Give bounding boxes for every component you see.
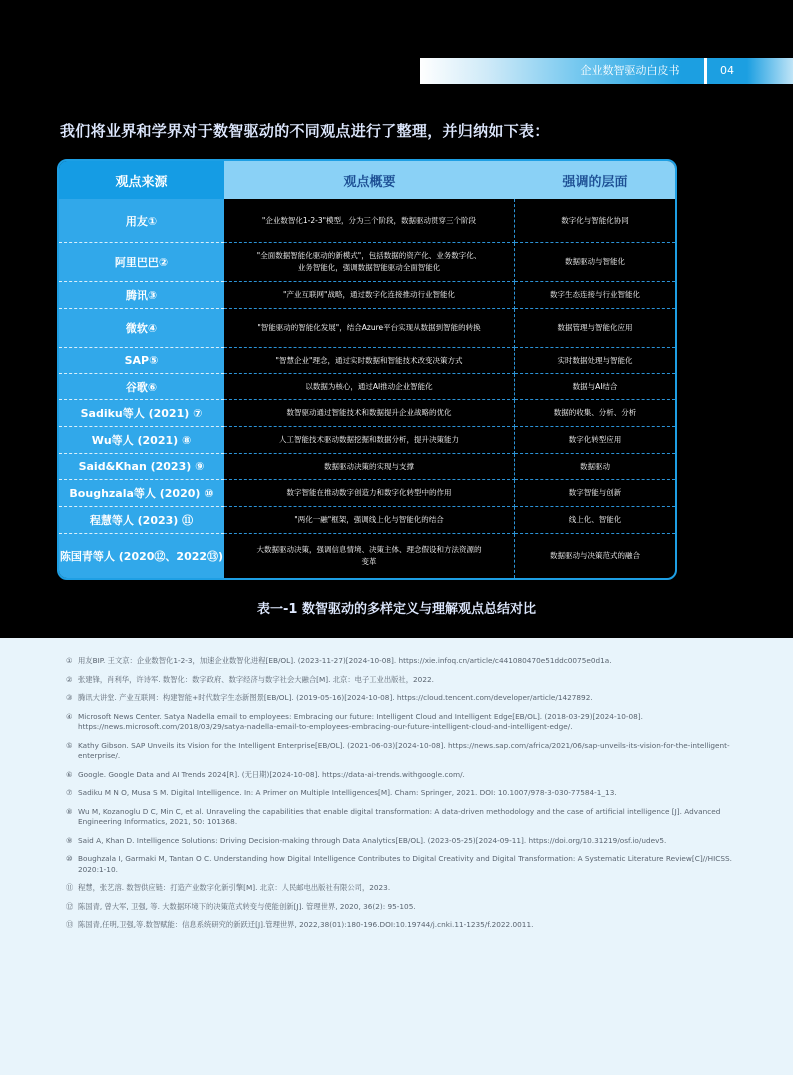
footnote-item <box>66 836 733 847</box>
source-cell: Boughzala等人 (2020) ⑩ <box>59 480 224 507</box>
footnote-item <box>66 675 733 686</box>
footnote-item <box>66 902 733 913</box>
summary-cell: "全面数据智能化驱动的新模式"，包括数据的资产化、业务数字化、业务智能化，强调数据智能驱动全面智能化 <box>224 243 515 282</box>
footnote-item <box>66 920 733 931</box>
footnote-text: 陈国青,任明,卫强,等.数智赋能：信息系统研究的新跃迁[J].管理世界, 2022,38(01):180-196.DOI:10.19744/j.cnki.11-1235/f.2022.0011. <box>78 920 534 929</box>
layer-cell: 数字化与智能化协同 <box>515 199 675 243</box>
summary-cell: "智能驱动的智能化发展"，结合Azure平台实现从数据到智能的转换 <box>224 309 515 348</box>
table-row <box>59 400 675 427</box>
summary-cell: "智慧企业"理念，通过实时数据和智能技术改变决策方式 <box>224 348 515 374</box>
source-cell: 腾讯③ <box>59 282 224 309</box>
layer-cell: 数据驱动与决策范式的融合 <box>550 551 640 560</box>
footnote-text: Said A, Khan D. Intelligence Solutions: Driving Decision-making through Data Analytics[EB/OL]. (2023-05-25)[2024-09-11]. https://doi.org/10.31219/osf.io/udev5. <box>78 835 667 845</box>
footnote-item <box>66 741 733 762</box>
footnote-text: 腾讯大讲堂. 产业互联网：构建智能+时代数字生态新图景[EB/OL]. (2019-05-16)[2024-10-08]. https://cloud.tencent.com/developer/article/1427892. <box>78 693 593 702</box>
footnote-item <box>66 712 733 733</box>
footnote-mark: ⑫ <box>66 901 74 911</box>
table-row <box>59 480 675 507</box>
table-caption: 表一-1 数智驱动的多样定义与理解观点总结对比 <box>257 602 536 617</box>
footnote-mark: ⑬ <box>66 920 74 929</box>
footnote-item <box>66 788 733 799</box>
header-gradient-tail <box>747 58 793 84</box>
table-row <box>59 282 675 309</box>
footnote-mark: ⑨ <box>66 835 73 845</box>
footnote-mark: ⑤ <box>66 740 73 750</box>
table-row <box>59 534 675 578</box>
footnote-item <box>66 770 733 781</box>
footnote-item <box>66 693 733 704</box>
source-cell: Wu等人 (2021) ⑧ <box>59 427 224 454</box>
viewpoint-table <box>57 159 677 580</box>
intro-paragraph: 我们将业界和学界对于数智驱动的不同观点进行了整理，并归纳如下表： <box>60 122 550 140</box>
layer-cell: 实时数据处理与智能化 <box>515 348 675 374</box>
footnote-item <box>66 807 733 828</box>
source-cell: 微软④ <box>59 309 224 348</box>
table-body <box>59 199 675 578</box>
header-summary: 观点概要 <box>224 161 515 199</box>
table-row <box>59 427 675 454</box>
table-header-row <box>59 161 675 199</box>
layer-cell: 线上化、智能化 <box>515 507 675 534</box>
layer-cell: 数据驱动 <box>515 454 675 480</box>
footnote-mark: ⑪ <box>66 883 74 892</box>
layer-cell: 数字生态连接与行业智能化 <box>515 282 675 309</box>
table-row <box>59 374 675 400</box>
table-row <box>59 243 675 282</box>
footnote-text: 陈国青, 曾大军, 卫强, 等. 大数据环境下的决策范式转变与使能创新[J]. 管理世界, 2020, 36(2): 95-105. <box>78 901 416 911</box>
source-cell: 陈国青等人 (2020⑫、2022⑬) <box>59 534 224 578</box>
footnote-item <box>66 854 733 875</box>
source-cell: 用友① <box>59 199 224 243</box>
footnote-mark: ⑧ <box>66 806 73 816</box>
table-row <box>59 507 675 534</box>
source-cell: 谷歌⑥ <box>59 374 224 400</box>
layer-cell: 数据与AI结合 <box>515 374 675 400</box>
summary-cell: 数据驱动决策的实现与支撑 <box>224 454 515 480</box>
source-cell: 程慧等人 (2023) ⑪ <box>59 507 224 534</box>
footnote-mark: ① <box>66 656 73 665</box>
table-row <box>59 348 675 374</box>
page-number: 04 <box>720 64 734 77</box>
footnote-mark: ④ <box>66 711 73 721</box>
footnote-text: 张建锋，肖利华，许诗军. 数智化：数字政府、数字经济与数字社会大融合[M]. 北京：电子工业出版社，2022. <box>78 674 434 684</box>
summary-cell: 大数据驱动决策，强调信息情境、决策主体、理念假设和方法资源的变革 <box>224 534 515 578</box>
document-title: 企业数智驱动白皮书 <box>580 64 680 77</box>
footnote-mark: ③ <box>66 693 73 702</box>
footnote-mark: ⑥ <box>66 769 73 779</box>
summary-cell: 人工智能技术驱动数据挖掘和数据分析，提升决策能力 <box>224 427 515 454</box>
summary-cell: "产业互联网"战略，通过数字化连接推动行业智能化 <box>224 282 515 309</box>
summary-cell: 数字智能在推动数字创造力和数字化转型中的作用 <box>224 480 515 507</box>
summary-cell: "企业数智化1-2-3"模型，分为三个阶段，数据驱动贯穿三个阶段 <box>224 199 515 243</box>
footnotes-section <box>0 638 793 1075</box>
footnote-text: Boughzala I, Garmaki M, Tantan O C. Understanding how Digital Intelligence Contributes to Digital Creativity and Digital Transformation: A Systematic Literature Review[C]//HICSS. 2020:1-10. <box>78 854 732 874</box>
table-row <box>59 309 675 348</box>
header-layer: 强调的层面 <box>515 161 675 199</box>
footnote-mark: ② <box>66 674 73 684</box>
layer-cell: 数字化转型应用 <box>515 427 675 454</box>
layer-cell: 数据驱动与智能化 <box>515 243 675 282</box>
summary-cell: "两化一融"框架，强调线上化与智能化的结合 <box>224 507 515 534</box>
footnote-text: Google. Google Data and AI Trends 2024[R]. (无日期)[2024-10-08]. https://data-ai-trends.withgoogle.com/. <box>78 769 465 779</box>
source-cell: Sadiku等人 (2021) ⑦ <box>59 400 224 427</box>
layer-cell: 数据管理与智能化应用 <box>515 309 675 348</box>
footnote-item <box>66 883 733 894</box>
summary-cell: 数智驱动通过智能技术和数据提升企业战略的优化 <box>224 400 515 427</box>
footnote-text: Sadiku M N O, Musa S M. Digital Intelligence. In: A Primer on Multiple Intelligences[M]. Cham: Springer, 2021. DOI: 10.1007/978-3-030-77584-1_13. <box>78 788 617 797</box>
footnote-text: Wu M, Kozanoglu D C, Min C, et al. Unraveling the capabilities that enable digital transformation: A data-driven methodology and the case of artificial intelligence [J]. Advanced Engineering Informatics, 2021, 50: 101368. <box>78 806 721 826</box>
footnote-mark: ⑩ <box>66 854 73 863</box>
footnote-text: 用友BIP. 王文京：企业数智化1-2-3，加速企业数智化进程[EB/OL]. (2023-11-27)[2024-10-08]. https://xie.infoq.cn/article/c441080470e51ddc0075e0d1a. <box>78 656 612 665</box>
table-row <box>59 454 675 480</box>
footnote-text: 程慧，张艺溶. 数智供应链：打造产业数字化新引擎[M]. 北京：人民邮电出版社有限公司，2023. <box>78 883 391 892</box>
layer-cell: 数字智能与创新 <box>515 480 675 507</box>
footnote-text: Microsoft News Center. Satya Nadella email to employees: Embracing our future: Intelligent Cloud and Intelligent Edge[EB/OL]. (2018-03-29)[2024-10-08]. https://news.microsoft.com/2018/03/29/satya-nadella-email-to-employees-embracing-our-future-intelligent-cloud-and-intelligent-edge/. <box>78 711 643 731</box>
layer-cell: 数据的收集、分析、分析 <box>515 400 675 427</box>
summary-cell: 以数据为核心，通过AI推动企业智能化 <box>224 374 515 400</box>
footnote-text: Kathy Gibson. SAP Unveils its Vision for the Intelligent Enterprise[EB/OL]. (2021-06-03)[2024-10-08]. https://news.sap.com/africa/2021/06/sap-unveils-its-vision-for-the-intelligent-enterprise/. <box>78 740 730 760</box>
footnote-item <box>66 656 733 667</box>
table-row <box>59 199 675 243</box>
header-source: 观点来源 <box>59 161 224 199</box>
source-cell: 阿里巴巴② <box>59 243 224 282</box>
source-cell: Said&Khan (2023) ⑨ <box>59 454 224 480</box>
footnote-mark: ⑦ <box>66 788 73 797</box>
source-cell: SAP⑤ <box>59 348 224 374</box>
